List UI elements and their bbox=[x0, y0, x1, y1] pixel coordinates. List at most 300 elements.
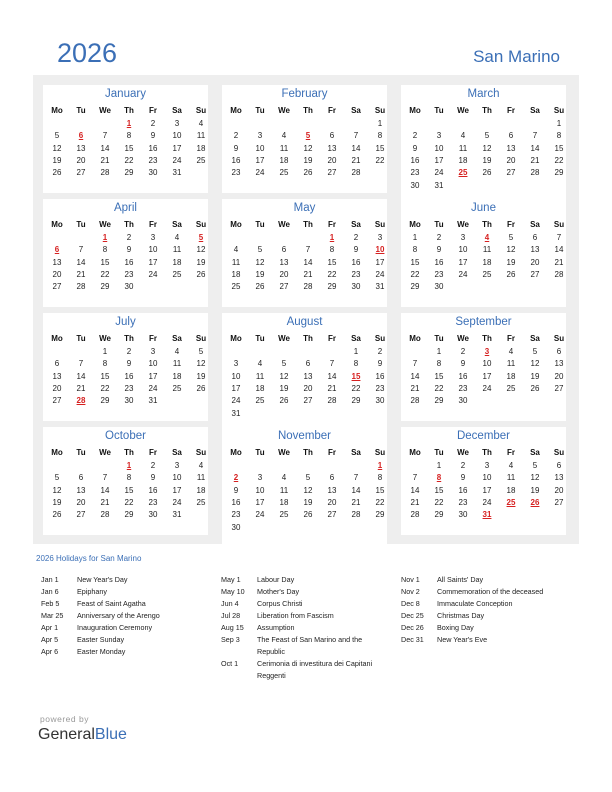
weekday-header: Mo bbox=[51, 334, 63, 343]
weekday-header: Su bbox=[553, 448, 565, 457]
day: 23 bbox=[434, 269, 444, 279]
day: 7 bbox=[412, 359, 418, 369]
day: 9 bbox=[233, 143, 239, 153]
weekday-header: Mo bbox=[230, 220, 242, 229]
day: 20 bbox=[554, 485, 564, 495]
day: 6 bbox=[556, 461, 562, 470]
calendar-year: 2026 bbox=[57, 38, 118, 68]
month-october bbox=[43, 427, 208, 535]
weekday-header: Fr bbox=[149, 220, 157, 229]
day: 24 bbox=[148, 269, 158, 279]
day: 16 bbox=[148, 143, 158, 153]
day: 10 bbox=[458, 245, 468, 255]
day: 24 bbox=[231, 396, 241, 406]
day: 19 bbox=[530, 371, 540, 381]
day: 17 bbox=[482, 485, 492, 495]
day: 3 bbox=[150, 233, 156, 242]
day: 13 bbox=[279, 257, 289, 267]
day: 26 bbox=[52, 510, 62, 520]
day: 20 bbox=[506, 155, 516, 165]
holiday-item bbox=[401, 610, 581, 622]
day: 25 bbox=[279, 510, 289, 520]
day: 10 bbox=[148, 245, 158, 255]
weekday-header: We bbox=[278, 220, 290, 229]
day: 7 bbox=[329, 359, 335, 369]
holiday-day: 1 bbox=[377, 461, 383, 470]
weekday-header: Sa bbox=[351, 334, 361, 343]
weekday-header: We bbox=[99, 448, 111, 457]
day: 22 bbox=[124, 155, 134, 165]
day: 19 bbox=[196, 371, 206, 381]
month-february bbox=[222, 85, 387, 193]
weekday-header: Th bbox=[124, 334, 134, 343]
day: 18 bbox=[506, 371, 516, 381]
day: 4 bbox=[198, 461, 204, 470]
day: 28 bbox=[351, 168, 361, 178]
day: 9 bbox=[460, 473, 466, 483]
holiday-name: Inauguration Ceremony bbox=[77, 623, 153, 632]
day: 19 bbox=[52, 155, 62, 165]
weekday-header: Th bbox=[482, 220, 492, 229]
day: 20 bbox=[279, 269, 289, 279]
day: 12 bbox=[530, 473, 540, 483]
holiday-day: 4 bbox=[484, 233, 490, 242]
day: 6 bbox=[329, 473, 335, 483]
day: 24 bbox=[458, 269, 468, 279]
day: 7 bbox=[556, 233, 562, 242]
day: 30 bbox=[148, 510, 158, 520]
day: 21 bbox=[554, 257, 564, 267]
weekday-header: Sa bbox=[530, 334, 540, 343]
day: 17 bbox=[458, 257, 468, 267]
day: 27 bbox=[279, 282, 289, 292]
day: 8 bbox=[412, 245, 418, 255]
holiday-day: 5 bbox=[305, 131, 311, 141]
day: 23 bbox=[458, 497, 468, 507]
day: 16 bbox=[458, 485, 468, 495]
day: 5 bbox=[484, 131, 490, 141]
day: 8 bbox=[102, 359, 108, 369]
day: 15 bbox=[434, 485, 444, 495]
day: 21 bbox=[351, 497, 361, 507]
day: 12 bbox=[303, 485, 313, 495]
day: 18 bbox=[458, 155, 468, 165]
day: 8 bbox=[102, 245, 108, 255]
day: 24 bbox=[148, 383, 158, 393]
day: 11 bbox=[279, 485, 289, 495]
weekday-header: Tu bbox=[255, 106, 265, 115]
day: 20 bbox=[76, 155, 86, 165]
day: 15 bbox=[410, 257, 420, 267]
holiday-item bbox=[401, 574, 581, 586]
weekday-header: Mo bbox=[409, 334, 421, 343]
weekday-header: Fr bbox=[507, 106, 515, 115]
holiday-date: Sep 3 bbox=[221, 635, 240, 644]
day: 2 bbox=[126, 233, 132, 242]
weekday-header: Th bbox=[482, 106, 492, 115]
day: 27 bbox=[76, 168, 86, 178]
day: 16 bbox=[458, 371, 468, 381]
day: 23 bbox=[375, 383, 385, 393]
month-december bbox=[401, 427, 566, 535]
day: 7 bbox=[102, 131, 108, 141]
day: 9 bbox=[412, 143, 418, 153]
day: 4 bbox=[460, 131, 466, 141]
weekday-header: Sa bbox=[351, 106, 361, 115]
day: 31 bbox=[172, 168, 182, 178]
day: 3 bbox=[150, 347, 156, 356]
day: 16 bbox=[351, 257, 361, 267]
day: 26 bbox=[506, 269, 516, 279]
weekday-header: Fr bbox=[149, 106, 157, 115]
holiday-day: 6 bbox=[78, 131, 84, 141]
day: 23 bbox=[231, 168, 241, 178]
day: 2 bbox=[436, 233, 442, 242]
day: 12 bbox=[279, 371, 289, 381]
day: 15 bbox=[434, 371, 444, 381]
day: 25 bbox=[255, 396, 265, 406]
day: 30 bbox=[458, 396, 468, 406]
day: 5 bbox=[257, 245, 263, 255]
day: 14 bbox=[100, 143, 110, 153]
holiday-item bbox=[221, 574, 391, 586]
day: 30 bbox=[410, 180, 420, 190]
month-name: January bbox=[105, 88, 146, 100]
month-name: June bbox=[471, 202, 496, 214]
day: 29 bbox=[410, 282, 420, 292]
day: 20 bbox=[530, 257, 540, 267]
day: 26 bbox=[52, 168, 62, 178]
day: 24 bbox=[172, 497, 182, 507]
day: 21 bbox=[76, 383, 86, 393]
day: 22 bbox=[351, 383, 361, 393]
day: 13 bbox=[327, 485, 337, 495]
day: 10 bbox=[255, 143, 265, 153]
holiday-day: 1 bbox=[126, 119, 132, 128]
day: 14 bbox=[327, 371, 337, 381]
holiday-date: Dec 26 bbox=[401, 623, 424, 632]
holiday-name: Easter Monday bbox=[77, 647, 126, 656]
weekday-header: Su bbox=[195, 106, 207, 115]
day: 20 bbox=[554, 371, 564, 381]
day: 27 bbox=[554, 497, 564, 507]
day: 11 bbox=[279, 143, 289, 153]
holiday-item bbox=[221, 598, 391, 610]
month-name: August bbox=[286, 316, 323, 328]
day: 8 bbox=[329, 245, 335, 255]
weekday-header: Mo bbox=[409, 106, 421, 115]
day: 21 bbox=[303, 269, 313, 279]
weekday-header: Fr bbox=[328, 220, 336, 229]
day: 29 bbox=[434, 510, 444, 520]
weekday-header: Su bbox=[195, 220, 207, 229]
day: 25 bbox=[231, 282, 241, 292]
day: 10 bbox=[255, 485, 265, 495]
weekday-header: Fr bbox=[149, 334, 157, 343]
holiday-date: Jul 28 bbox=[221, 611, 241, 620]
day: 22 bbox=[434, 497, 444, 507]
day: 4 bbox=[508, 461, 514, 470]
day: 17 bbox=[375, 257, 385, 267]
month-name: October bbox=[105, 430, 146, 442]
day: 8 bbox=[126, 473, 132, 483]
day: 6 bbox=[54, 359, 60, 369]
weekday-header: Sa bbox=[351, 220, 361, 229]
day: 13 bbox=[76, 143, 86, 153]
day: 3 bbox=[460, 233, 466, 242]
weekday-header: Mo bbox=[409, 448, 421, 457]
day: 9 bbox=[353, 245, 359, 255]
day: 2 bbox=[377, 347, 383, 356]
day: 21 bbox=[410, 383, 420, 393]
weekday-header: Su bbox=[195, 334, 207, 343]
day: 19 bbox=[303, 155, 313, 165]
day: 4 bbox=[233, 245, 239, 255]
day: 5 bbox=[305, 473, 311, 483]
day: 18 bbox=[172, 371, 182, 381]
day: 31 bbox=[434, 180, 444, 190]
day: 15 bbox=[100, 371, 110, 381]
day: 30 bbox=[124, 396, 134, 406]
day: 10 bbox=[231, 371, 241, 381]
day: 7 bbox=[78, 359, 84, 369]
day: 14 bbox=[303, 257, 313, 267]
weekday-header: Tu bbox=[76, 220, 86, 229]
day: 15 bbox=[375, 143, 385, 153]
day: 24 bbox=[434, 168, 444, 178]
holiday-day: 26 bbox=[530, 497, 540, 507]
holiday-date: Mar 25 bbox=[41, 611, 64, 620]
day: 19 bbox=[506, 257, 516, 267]
holiday-item bbox=[41, 598, 211, 610]
day: 13 bbox=[530, 245, 540, 255]
day: 11 bbox=[458, 143, 468, 153]
day: 31 bbox=[375, 282, 385, 292]
weekday-header: Tu bbox=[434, 334, 444, 343]
powered-by-text: powered by bbox=[40, 714, 89, 724]
holiday-name: Cerimonia di investitura dei Capitani Reggenti bbox=[257, 659, 373, 680]
day: 11 bbox=[255, 371, 265, 381]
day: 25 bbox=[196, 497, 206, 507]
day: 6 bbox=[329, 131, 335, 141]
day: 27 bbox=[530, 269, 540, 279]
holiday-name: Boxing Day bbox=[437, 623, 474, 632]
day: 18 bbox=[172, 257, 182, 267]
day: 13 bbox=[506, 143, 516, 153]
day: 13 bbox=[303, 371, 313, 381]
holiday-item bbox=[41, 586, 211, 598]
day: 4 bbox=[281, 131, 287, 141]
weekday-header: Fr bbox=[328, 448, 336, 457]
day: 29 bbox=[100, 282, 110, 292]
day: 17 bbox=[148, 371, 158, 381]
day: 12 bbox=[530, 359, 540, 369]
day: 23 bbox=[124, 269, 134, 279]
day: 14 bbox=[554, 245, 564, 255]
day: 3 bbox=[174, 119, 180, 128]
weekday-header: Th bbox=[303, 220, 313, 229]
holiday-item bbox=[401, 586, 581, 598]
day: 8 bbox=[126, 131, 132, 141]
month-name: May bbox=[293, 202, 316, 214]
day: 23 bbox=[410, 168, 420, 178]
day: 4 bbox=[508, 347, 514, 356]
day: 3 bbox=[436, 131, 442, 141]
day: 22 bbox=[327, 269, 337, 279]
day: 22 bbox=[434, 383, 444, 393]
day: 29 bbox=[351, 396, 361, 406]
day: 13 bbox=[554, 473, 564, 483]
day: 24 bbox=[482, 383, 492, 393]
day: 17 bbox=[434, 155, 444, 165]
day: 28 bbox=[410, 510, 420, 520]
day: 22 bbox=[124, 497, 134, 507]
weekday-header: Tu bbox=[76, 106, 86, 115]
holiday-item bbox=[41, 574, 211, 586]
day: 30 bbox=[351, 282, 361, 292]
day: 25 bbox=[506, 383, 516, 393]
day: 7 bbox=[353, 473, 359, 483]
month-name: September bbox=[455, 316, 512, 328]
month-july bbox=[43, 313, 208, 421]
weekday-header: Mo bbox=[409, 220, 421, 229]
day: 23 bbox=[458, 383, 468, 393]
holiday-day: 28 bbox=[76, 396, 86, 406]
weekday-header: Tu bbox=[255, 220, 265, 229]
day: 10 bbox=[434, 143, 444, 153]
month-september bbox=[401, 313, 566, 421]
weekday-header: Fr bbox=[328, 334, 336, 343]
day: 31 bbox=[231, 408, 241, 418]
month-name: April bbox=[113, 202, 137, 214]
day: 21 bbox=[76, 269, 86, 279]
holiday-day: 1 bbox=[329, 233, 335, 242]
holiday-item bbox=[221, 658, 391, 682]
weekday-header: Sa bbox=[530, 220, 540, 229]
weekday-header: We bbox=[457, 106, 469, 115]
day: 30 bbox=[434, 282, 444, 292]
weekday-header: We bbox=[457, 334, 469, 343]
day: 4 bbox=[257, 359, 263, 369]
holiday-date: May 10 bbox=[221, 587, 245, 596]
day: 25 bbox=[172, 383, 182, 393]
day: 9 bbox=[436, 245, 442, 255]
day: 22 bbox=[554, 155, 564, 165]
holiday-item bbox=[221, 634, 391, 658]
day: 18 bbox=[196, 485, 206, 495]
day: 23 bbox=[231, 510, 241, 520]
day: 21 bbox=[410, 497, 420, 507]
day: 10 bbox=[482, 473, 492, 483]
day: 16 bbox=[124, 257, 134, 267]
holiday-date: May 1 bbox=[221, 575, 241, 584]
day: 25 bbox=[279, 168, 289, 178]
day: 29 bbox=[327, 282, 337, 292]
day: 21 bbox=[100, 155, 110, 165]
day: 24 bbox=[255, 510, 265, 520]
holiday-date: Jun 4 bbox=[221, 599, 239, 608]
day: 19 bbox=[482, 155, 492, 165]
day: 14 bbox=[530, 143, 540, 153]
day: 14 bbox=[76, 257, 86, 267]
month-may bbox=[222, 199, 387, 307]
holiday-item bbox=[41, 646, 211, 658]
holiday-date: Jan 6 bbox=[41, 587, 59, 596]
logo-blue: Blue bbox=[94, 726, 127, 743]
day: 17 bbox=[172, 143, 182, 153]
day: 15 bbox=[124, 485, 134, 495]
day: 13 bbox=[52, 257, 62, 267]
holiday-date: Dec 8 bbox=[401, 599, 420, 608]
holiday-column bbox=[401, 574, 581, 646]
holiday-name: Commemoration of the deceased bbox=[437, 587, 544, 596]
weekday-header: Su bbox=[195, 448, 207, 457]
day: 24 bbox=[172, 155, 182, 165]
month-name: February bbox=[281, 88, 328, 100]
holiday-date: Oct 1 bbox=[221, 659, 239, 668]
weekday-header: Th bbox=[303, 106, 313, 115]
day: 13 bbox=[554, 359, 564, 369]
day: 27 bbox=[52, 396, 62, 406]
holiday-item bbox=[221, 622, 391, 634]
weekday-header: We bbox=[99, 220, 111, 229]
month-november bbox=[222, 427, 387, 547]
country-name: San Marino bbox=[473, 47, 560, 66]
day: 22 bbox=[410, 269, 420, 279]
day: 15 bbox=[124, 143, 134, 153]
day: 11 bbox=[172, 245, 182, 255]
day: 1 bbox=[377, 119, 383, 128]
holiday-date: Aug 15 bbox=[221, 623, 244, 632]
day: 15 bbox=[375, 485, 385, 495]
day: 27 bbox=[303, 396, 313, 406]
day: 2 bbox=[353, 233, 359, 242]
holiday-name: Anniversary of the Arengo bbox=[77, 611, 160, 620]
day: 5 bbox=[281, 359, 287, 369]
day: 18 bbox=[482, 257, 492, 267]
day: 8 bbox=[377, 131, 383, 141]
day: 1 bbox=[556, 119, 562, 128]
day: 2 bbox=[150, 461, 156, 470]
day: 22 bbox=[100, 269, 110, 279]
holiday-item bbox=[401, 634, 581, 646]
day: 25 bbox=[482, 269, 492, 279]
day: 7 bbox=[532, 131, 538, 141]
day: 2 bbox=[126, 347, 132, 356]
day: 30 bbox=[231, 522, 241, 532]
day: 7 bbox=[305, 245, 311, 255]
day: 16 bbox=[231, 155, 241, 165]
day: 11 bbox=[482, 245, 492, 255]
day: 22 bbox=[375, 155, 385, 165]
day: 11 bbox=[506, 359, 516, 369]
day: 13 bbox=[52, 371, 62, 381]
generalblue-logo[interactable] bbox=[38, 726, 127, 744]
day: 17 bbox=[231, 383, 241, 393]
weekday-header: Sa bbox=[530, 448, 540, 457]
day: 3 bbox=[174, 461, 180, 470]
day: 14 bbox=[410, 371, 420, 381]
day: 2 bbox=[233, 131, 239, 141]
day: 3 bbox=[377, 233, 383, 242]
day: 11 bbox=[196, 131, 206, 141]
holiday-day: 3 bbox=[484, 347, 490, 356]
holiday-date: Apr 5 bbox=[41, 635, 59, 644]
holiday-item bbox=[221, 610, 391, 622]
weekday-header: Sa bbox=[172, 106, 182, 115]
month-name: July bbox=[115, 316, 136, 328]
month-april bbox=[43, 199, 208, 307]
